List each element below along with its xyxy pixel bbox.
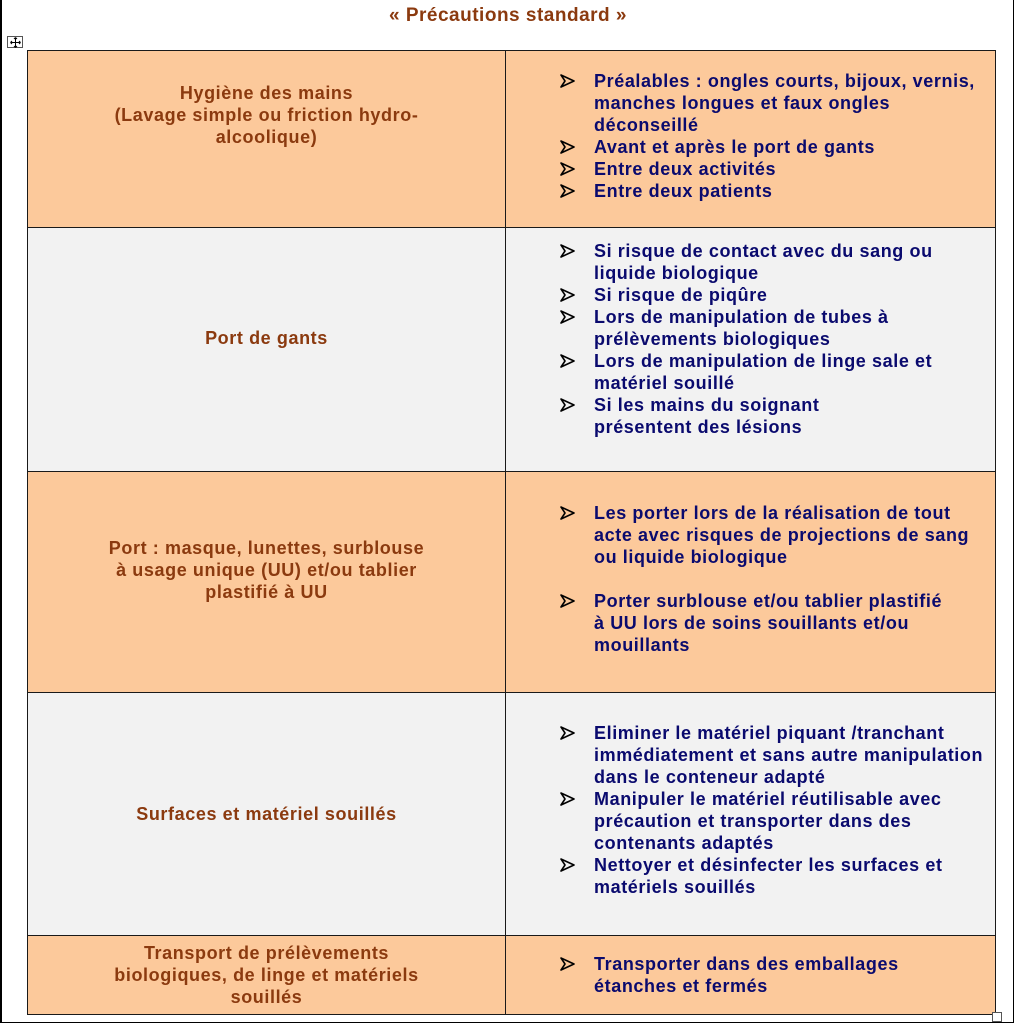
bullet-list	[506, 953, 995, 997]
list-item	[556, 394, 995, 438]
category-cell	[28, 936, 506, 1015]
list-item-text: Les porter lors de la réalisation de tout acte avec risques de projections de sang ou liquide biologique	[594, 503, 970, 567]
table-row	[28, 51, 996, 228]
list-item-text: Avant et après le port de gants	[594, 137, 875, 157]
arrow-bullet-icon	[560, 162, 575, 176]
arrow-bullet-icon	[560, 354, 575, 368]
move-handle-icon[interactable]	[7, 36, 23, 48]
items-cell	[506, 228, 996, 472]
bullet-list	[506, 70, 995, 202]
arrow-bullet-icon	[560, 792, 575, 806]
arrow-bullet-icon	[560, 858, 575, 872]
table-row	[28, 693, 996, 936]
arrow-bullet-icon	[560, 310, 575, 324]
list-item	[556, 502, 995, 568]
list-item-text: Lors de manipulation de tubes à prélèvements biologiques	[594, 306, 889, 349]
list-item	[556, 158, 995, 180]
list-item	[556, 136, 995, 158]
bullet-list	[506, 722, 995, 898]
list-item-text: Préalables : ongles courts, bijoux, vernis, manches longues et faux ongles déconseillé	[594, 71, 975, 135]
document-title: « Précautions standard »	[389, 5, 627, 26]
table-row	[28, 472, 996, 693]
category-label: Transport de prélèvements biologiques, de linge et matériels souillés	[114, 943, 419, 1007]
list-item	[556, 590, 995, 656]
category-label: Port de gants	[205, 327, 328, 348]
list-item-text: Porter surblouse et/ou tablier plastifié à UU lors de soins souillants et/ou mouillants	[594, 591, 943, 655]
list-item-text: Si risque de contact avec du sang ou liquide biologique	[594, 240, 933, 283]
category-cell	[28, 693, 506, 936]
precautions-table	[27, 50, 996, 1015]
list-item	[556, 722, 995, 788]
category-label: Port : masque, lunettes, surblouse à usage unique (UU) et/ou tablier plastifié à UU	[108, 538, 425, 602]
list-item	[556, 70, 995, 136]
list-item-text: Nettoyer et désinfecter les surfaces et matériels souillés	[594, 855, 943, 897]
bullet-list	[506, 502, 995, 656]
list-item-text: Entre deux activités	[594, 159, 777, 179]
list-item	[556, 180, 995, 202]
list-item-text: Eliminer le matériel piquant /tranchant immédiatement et sans autre manipulation dans le conteneur adapté	[594, 723, 984, 787]
arrow-bullet-icon	[560, 288, 575, 302]
list-item-text: Si les mains du soignant présentent des lésions	[594, 394, 820, 437]
category-label: Surfaces et matériel souillés	[136, 804, 397, 824]
list-item-text: Entre deux patients	[594, 181, 773, 201]
table-row	[28, 228, 996, 472]
arrow-bullet-icon	[560, 506, 575, 520]
items-cell	[506, 472, 996, 693]
list-item-text: Si risque de piqûre	[594, 284, 768, 305]
list-item-text: Manipuler le matériel réutilisable avec précaution et transporter dans des contenants adaptés	[594, 789, 942, 853]
table-row	[28, 936, 996, 1015]
list-item	[556, 306, 995, 350]
arrow-bullet-icon	[560, 74, 575, 88]
category-cell	[28, 472, 506, 693]
list-item-text: Lors de manipulation de linge sale et matériel souillé	[594, 350, 933, 393]
list-item	[556, 953, 995, 997]
list-item	[556, 284, 995, 306]
list-item-text: Transporter dans des emballages étanches et fermés	[594, 954, 899, 996]
resize-handle[interactable]	[992, 1012, 1002, 1022]
arrow-bullet-icon	[560, 398, 575, 412]
list-item	[556, 350, 995, 394]
list-item	[556, 788, 995, 854]
items-cell	[506, 51, 996, 228]
list-item	[556, 240, 995, 284]
items-cell	[506, 936, 996, 1015]
bullet-list	[506, 240, 995, 438]
arrow-bullet-icon	[560, 594, 575, 608]
category-cell	[28, 51, 506, 228]
arrow-bullet-icon	[560, 726, 575, 740]
arrow-bullet-icon	[560, 140, 575, 154]
category-cell	[28, 228, 506, 472]
arrow-bullet-icon	[560, 244, 575, 258]
items-cell	[506, 693, 996, 936]
category-label: Hygiène des mains (Lavage simple ou friction hydro- alcoolique)	[114, 83, 419, 147]
list-item	[556, 854, 995, 898]
arrow-bullet-icon	[560, 184, 575, 198]
arrow-bullet-icon	[560, 957, 575, 971]
